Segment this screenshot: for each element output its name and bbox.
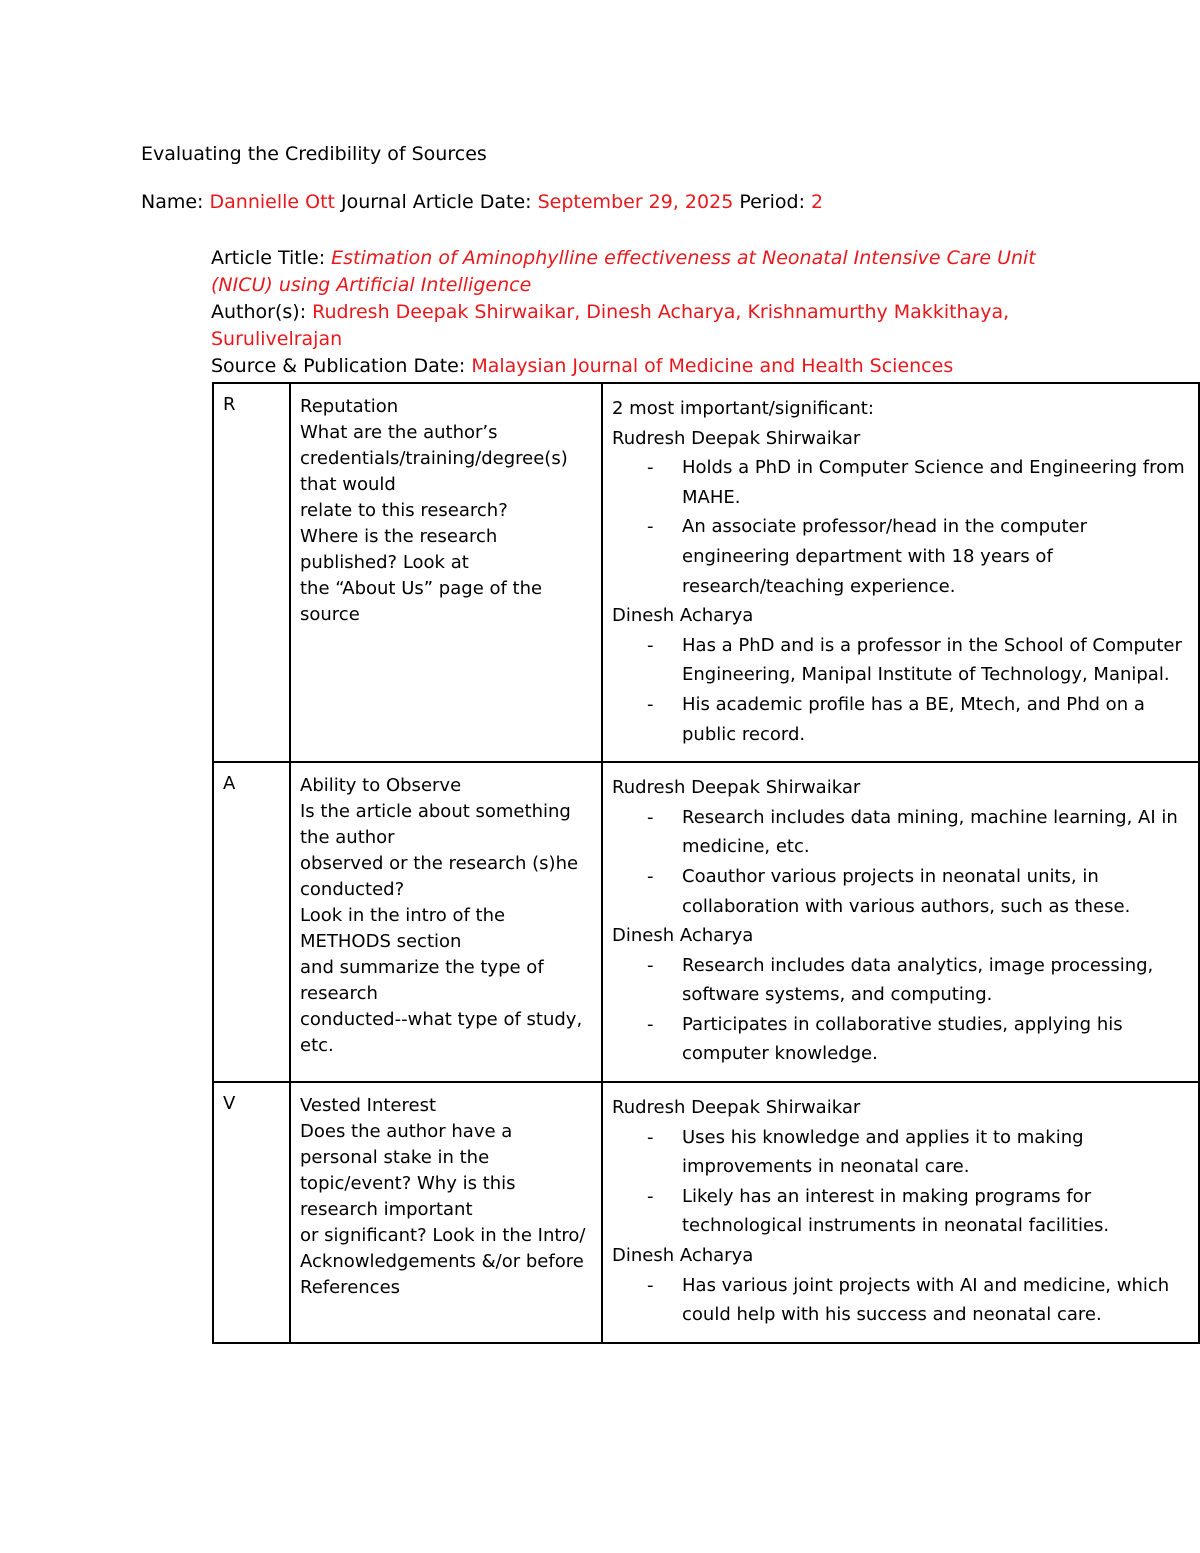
article-info [211, 245, 1081, 380]
criteria-letter: A [213, 762, 290, 1082]
criteria-title: Vested Interest [300, 1095, 437, 1117]
table-row [213, 762, 1199, 1082]
question-line: conducted--what type of study, etc. [300, 1009, 583, 1057]
list-item: - Participates in collaborative studies, applying his computer knowledge. [612, 1010, 1190, 1069]
list-item: - Holds a PhD in Computer Science and Engineering from MAHE. [612, 453, 1190, 512]
question-line: What are the author’s credentials/training/degree(s) that would [300, 422, 568, 495]
criteria-letter: V [213, 1082, 290, 1343]
list-item: - His academic profile has a BE, Mtech, and Phd on a public record. [612, 690, 1190, 749]
list-item: - Coauthor various projects in neonatal units, in collaboration with various authors, such as these. [612, 862, 1190, 921]
criteria-question [290, 383, 602, 762]
source-label: Source & Publication Date: [211, 355, 472, 377]
author-name: Dinesh Acharya [612, 605, 754, 627]
author-name: Rudresh Deepak Shirwaikar [612, 1097, 861, 1119]
date-label: Journal Article Date: [334, 191, 538, 213]
author-name: Rudresh Deepak Shirwaikar [612, 427, 861, 449]
author-points [612, 1271, 1190, 1330]
authors-line [211, 299, 1081, 353]
criteria-response [602, 383, 1199, 762]
question-line: the “About Us” page of the source [300, 578, 543, 625]
author-points [612, 803, 1190, 921]
student-info-line [141, 191, 823, 213]
list-item: - Has various joint projects with AI and medicine, which could help with his success and neonatal care. [612, 1271, 1190, 1330]
page-title: Evaluating the Credibility of Sources [141, 143, 487, 165]
criteria-response [602, 1082, 1199, 1343]
list-item: - Likely has an interest in making programs for technological instruments in neonatal facilities. [612, 1182, 1190, 1241]
author-points [612, 951, 1190, 1069]
name-label: Name: [141, 191, 210, 213]
article-title: Estimation of Aminophylline effectiveness at Neonatal Intensive Care Unit (NICU) using Artificial Intelligence [211, 247, 1036, 296]
author-points [612, 1123, 1190, 1241]
list-item: - Uses his knowledge and applies it to making improvements in neonatal care. [612, 1123, 1190, 1182]
credibility-table [212, 382, 1200, 1344]
question-line: Acknowledgements &/or before References [300, 1251, 584, 1299]
table-row [213, 1082, 1199, 1343]
source-line [211, 353, 1081, 380]
period-label: Period: [733, 191, 812, 213]
authors-value: Rudresh Deepak Shirwaikar, Dinesh Acharya, Krishnamurthy Makkithaya, Surulivelrajan [211, 301, 1010, 350]
author-points [612, 453, 1190, 601]
criteria-title: Ability to Observe [300, 775, 462, 797]
article-title-label: Article Title: [211, 247, 332, 269]
question-line: observed or the research (s)he conducted? [300, 853, 579, 901]
question-line: Where is the research published? Look at [300, 526, 498, 573]
criteria-question [290, 1082, 602, 1343]
author-points [612, 631, 1190, 749]
student-name: Dannielle Ott [209, 191, 335, 213]
list-item: - Research includes data mining, machine learning, AI in medicine, etc. [612, 803, 1190, 862]
question-line: relate to this research? [300, 500, 508, 521]
list-item: - Has a PhD and is a professor in the School of Computer Engineering, Manipal Institute of Technology, Manipal. [612, 631, 1190, 690]
list-item: - Research includes data analytics, image processing, software systems, and computing. [612, 951, 1190, 1010]
criteria-title: Reputation [300, 396, 399, 417]
question-line: Is the article about something the author [300, 801, 571, 849]
period-value: 2 [811, 191, 824, 213]
source-value: Malaysian Journal of Medicine and Health Sciences [471, 355, 954, 377]
authors-label: Author(s): [211, 301, 313, 323]
author-name: Dinesh Acharya [612, 1245, 754, 1267]
question-line: and summarize the type of research [300, 957, 544, 1005]
criteria-response [602, 762, 1199, 1082]
article-date: September 29, 2025 [537, 191, 734, 213]
author-name: Rudresh Deepak Shirwaikar [612, 777, 861, 799]
criteria-question [290, 762, 602, 1082]
article-title-line [211, 245, 1081, 299]
table-row [213, 383, 1199, 762]
criteria-letter: R [213, 383, 290, 762]
question-line: Look in the intro of the METHODS section [300, 905, 506, 953]
response-intro: 2 most important/significant: [612, 398, 874, 419]
author-name: Dinesh Acharya [612, 925, 754, 947]
list-item: - An associate professor/head in the computer engineering department with 18 years of research/teaching experience. [612, 512, 1190, 601]
question-line: or significant? Look in the Intro/ [300, 1225, 586, 1247]
question-line: Does the author have a personal stake in the topic/event? Why is this research important [300, 1121, 516, 1221]
